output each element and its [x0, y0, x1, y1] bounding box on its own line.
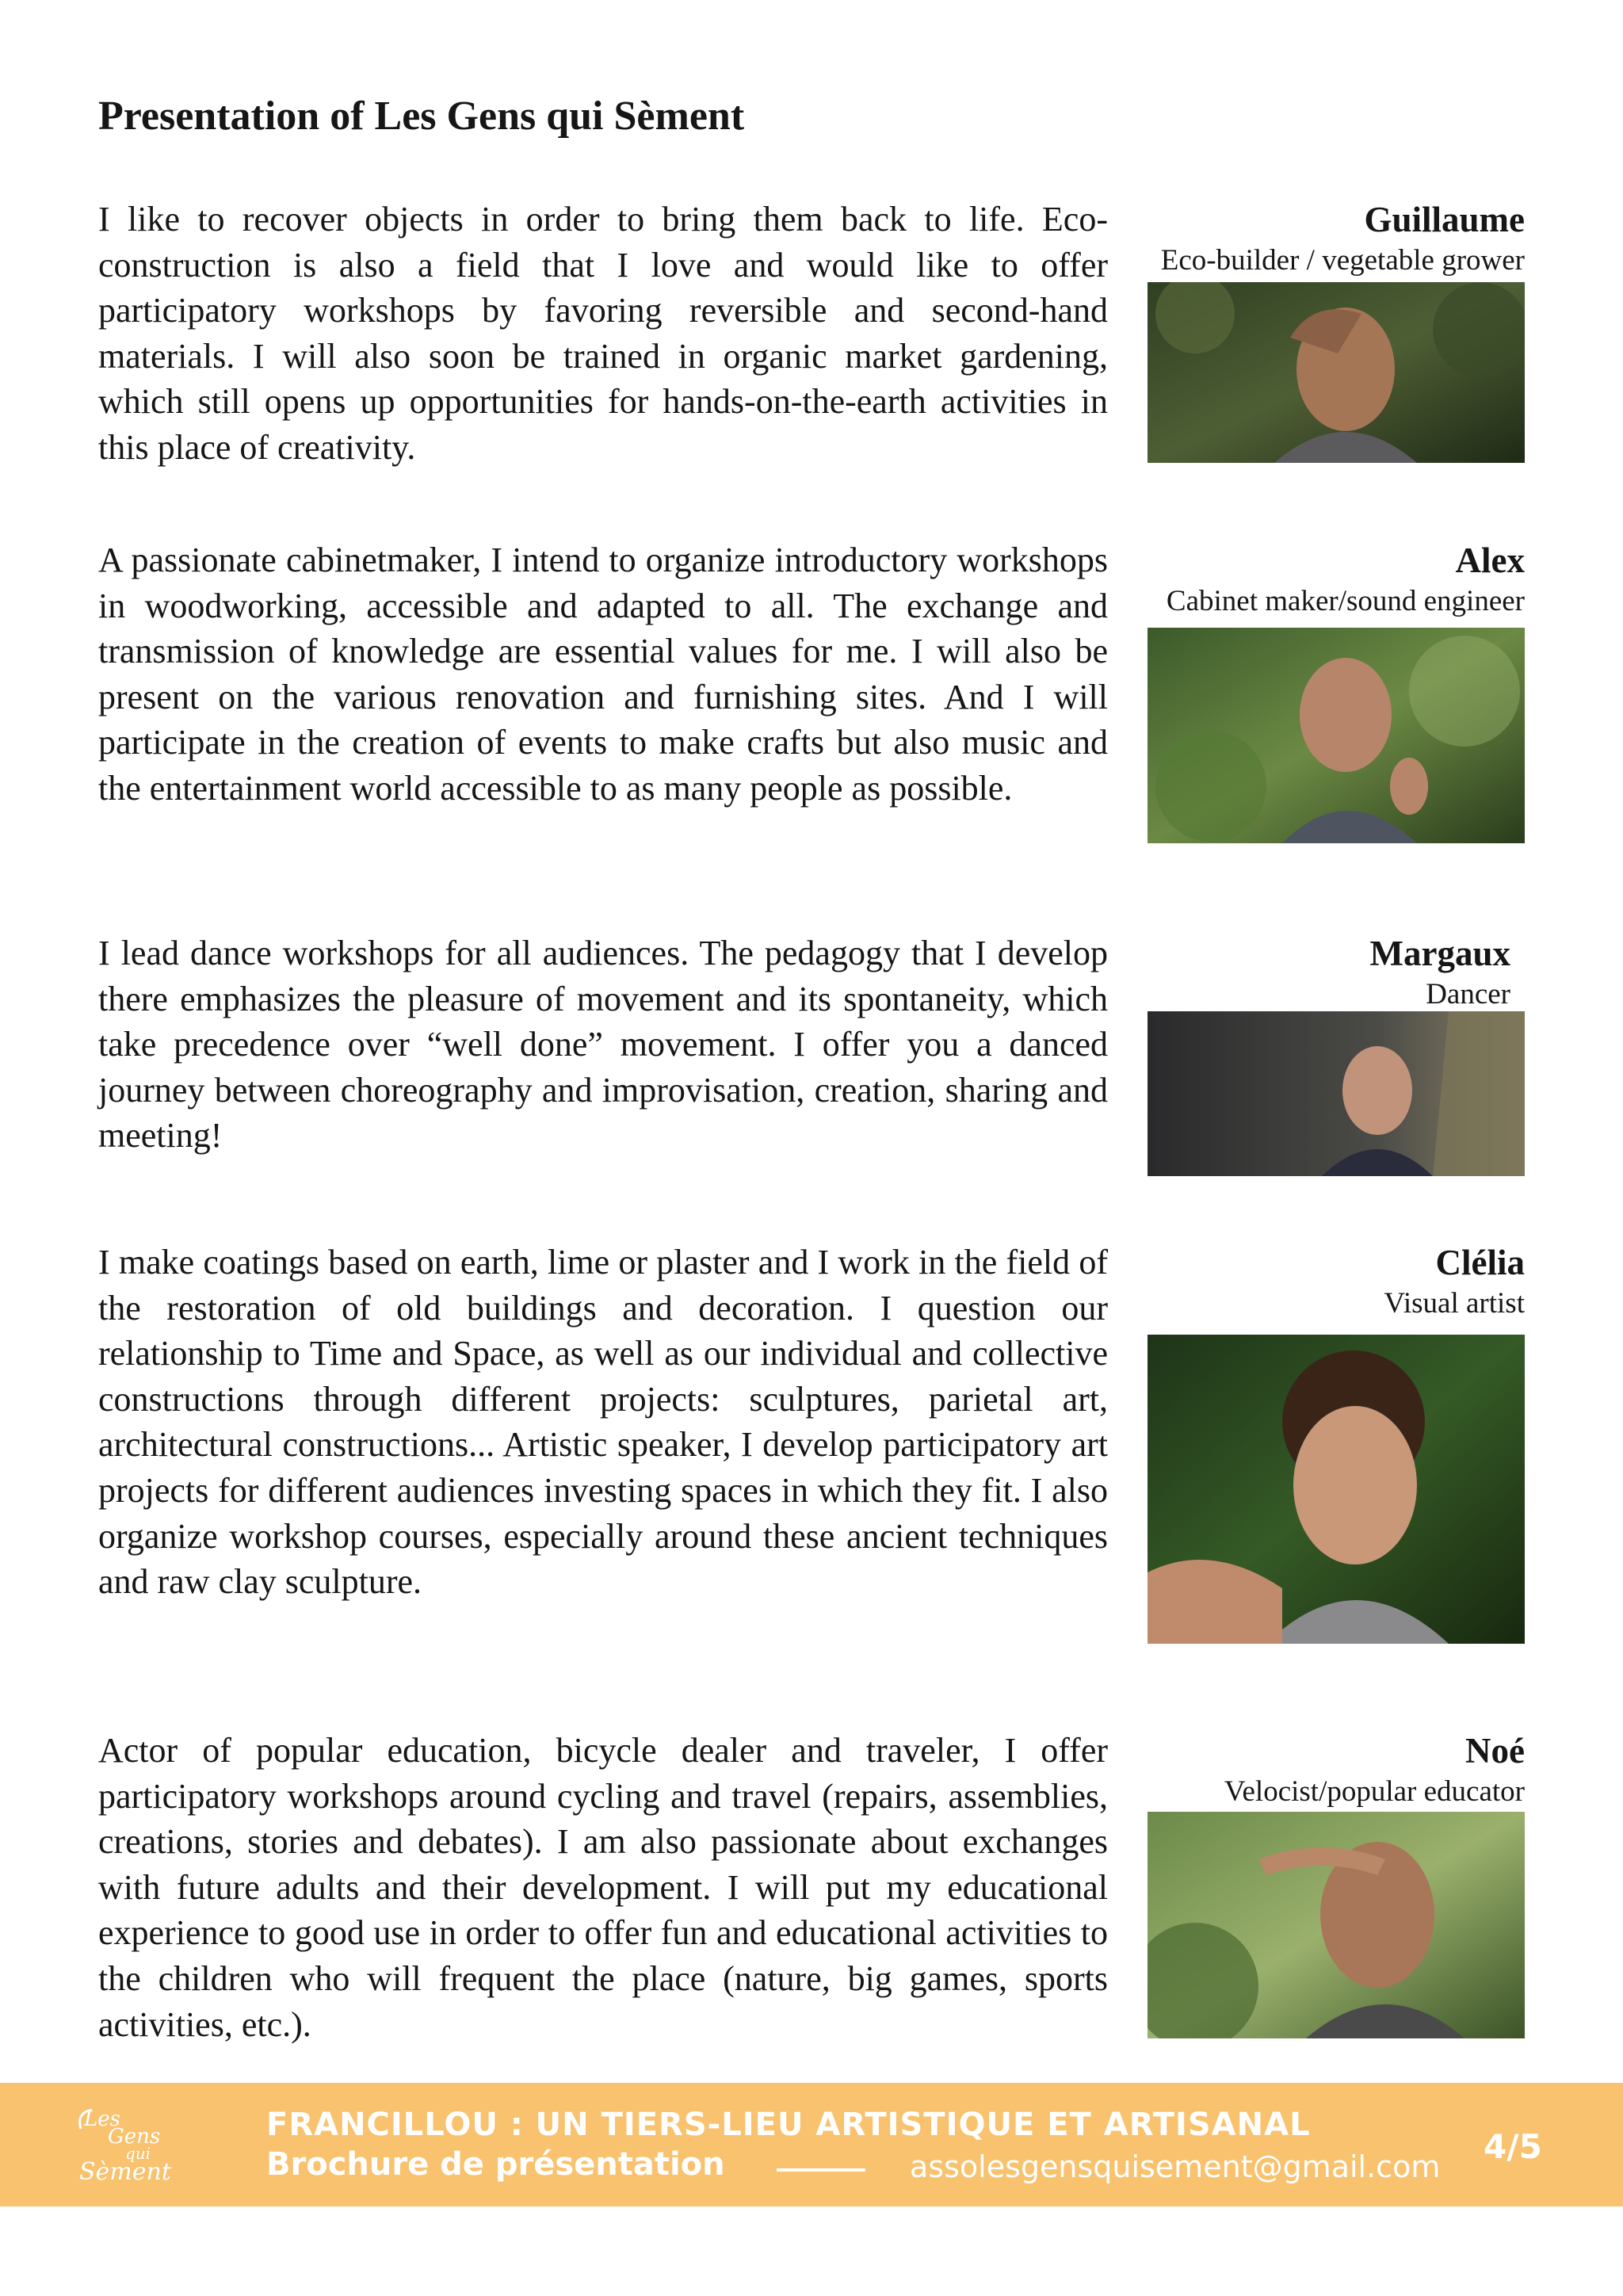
logo-word-4: Sèment — [79, 2158, 171, 2186]
member-name: Margaux — [1369, 934, 1510, 973]
member-photo-alex — [1148, 628, 1525, 843]
member-caption — [1113, 537, 1525, 620]
page-number: 4/5 — [1484, 2127, 1542, 2166]
member-photo-noe — [1148, 1812, 1525, 2038]
member-photo-clelia — [1148, 1335, 1525, 1644]
member-role: Velocist/popular educator — [1224, 1775, 1525, 1808]
footer-email: assolesgensquisement@gmail.com — [910, 2149, 1441, 2184]
footer-subtitle: Brochure de présentation — [266, 2146, 725, 2183]
member-name: Clélia — [1435, 1243, 1525, 1282]
member-bio: A passionate cabinetmaker, I intend to organize introductory workshops in woodworking, accessible and adapted to all. The exchange and transmission of knowledge are essential values for me. I will also be present on the various renovation and furnishing sites. And I will participate in the creation of events to make crafts but also music and the entertainment world accessible to as many people as possible. — [98, 541, 1108, 808]
member-name: Noé — [1465, 1731, 1525, 1771]
member-caption — [1113, 1240, 1525, 1322]
association-logo — [76, 2105, 195, 2187]
member-bio: I lead dance workshops for all audiences. The pedagogy that I develop there emphasizes the pleasure of movement and its spontaneity, which take precedence over “well done” movement. I offer you a danced journey between choreography and improvisation, creation, sharing and meeting! — [98, 934, 1108, 1156]
member-caption — [1113, 1728, 1525, 1810]
member-photo-margaux — [1148, 1011, 1525, 1176]
member-name: Guillaume — [1364, 200, 1525, 239]
logo-word-3: qui — [125, 2144, 151, 2163]
member-bio: Actor of popular education, bicycle dealer and traveler, I offer participatory workshops around cycling and travel (repairs, assemblies, creations, stories and debates). I am also passionate about exchanges with future adults and their development. I will put my educational experience to good use in order to offer fun and educational activities to the children who will frequent the place (nature, big games, sports activities, etc.). — [98, 1731, 1108, 2044]
member-name: Alex — [1455, 541, 1525, 580]
member-role: Dancer — [1426, 978, 1510, 1010]
member-role: Cabinet maker/sound engineer — [1166, 585, 1525, 617]
page-title: Presentation of Les Gens qui Sèment — [98, 94, 745, 139]
member-bio: I make coatings based on earth, lime or plaster and I work in the field of the restoration of old buildings and decoration. I question our relationship to Time and Space, as well as our individual and collective constructions through different projects: sculptures, parietal art, architectural constructions... Artistic speaker, I develop participatory art projects for different audiences investing spaces in which they fit. I also organize workshop courses, especially around these ancient techniques and raw clay sculpture. — [98, 1243, 1108, 1602]
member-photo-guillaume — [1148, 282, 1525, 463]
member-caption — [1098, 930, 1510, 1013]
footer-title: FRANCILLOU : UN TIERS-LIEU ARTISTIQUE ET ARTISANAL — [266, 2107, 1311, 2143]
logo-word-1: Les — [84, 2107, 120, 2131]
member-role: Visual artist — [1384, 1287, 1525, 1320]
footer-banner — [0, 2083, 1623, 2206]
logo-word-2: Gens — [108, 2125, 161, 2149]
member-caption — [1113, 197, 1525, 279]
footer-divider — [777, 2168, 865, 2172]
member-role: Eco-builder / vegetable grower — [1160, 244, 1525, 277]
member-bio: I like to recover objects in order to bring them back to life. Eco-construction is also a field that I love and would like to offer participatory workshops by favoring reversible and second-hand materials. I will also soon be trained in organic market gardening, which still opens up opportunities for hands-on-the-earth activities in this place of creativity. — [98, 200, 1108, 467]
